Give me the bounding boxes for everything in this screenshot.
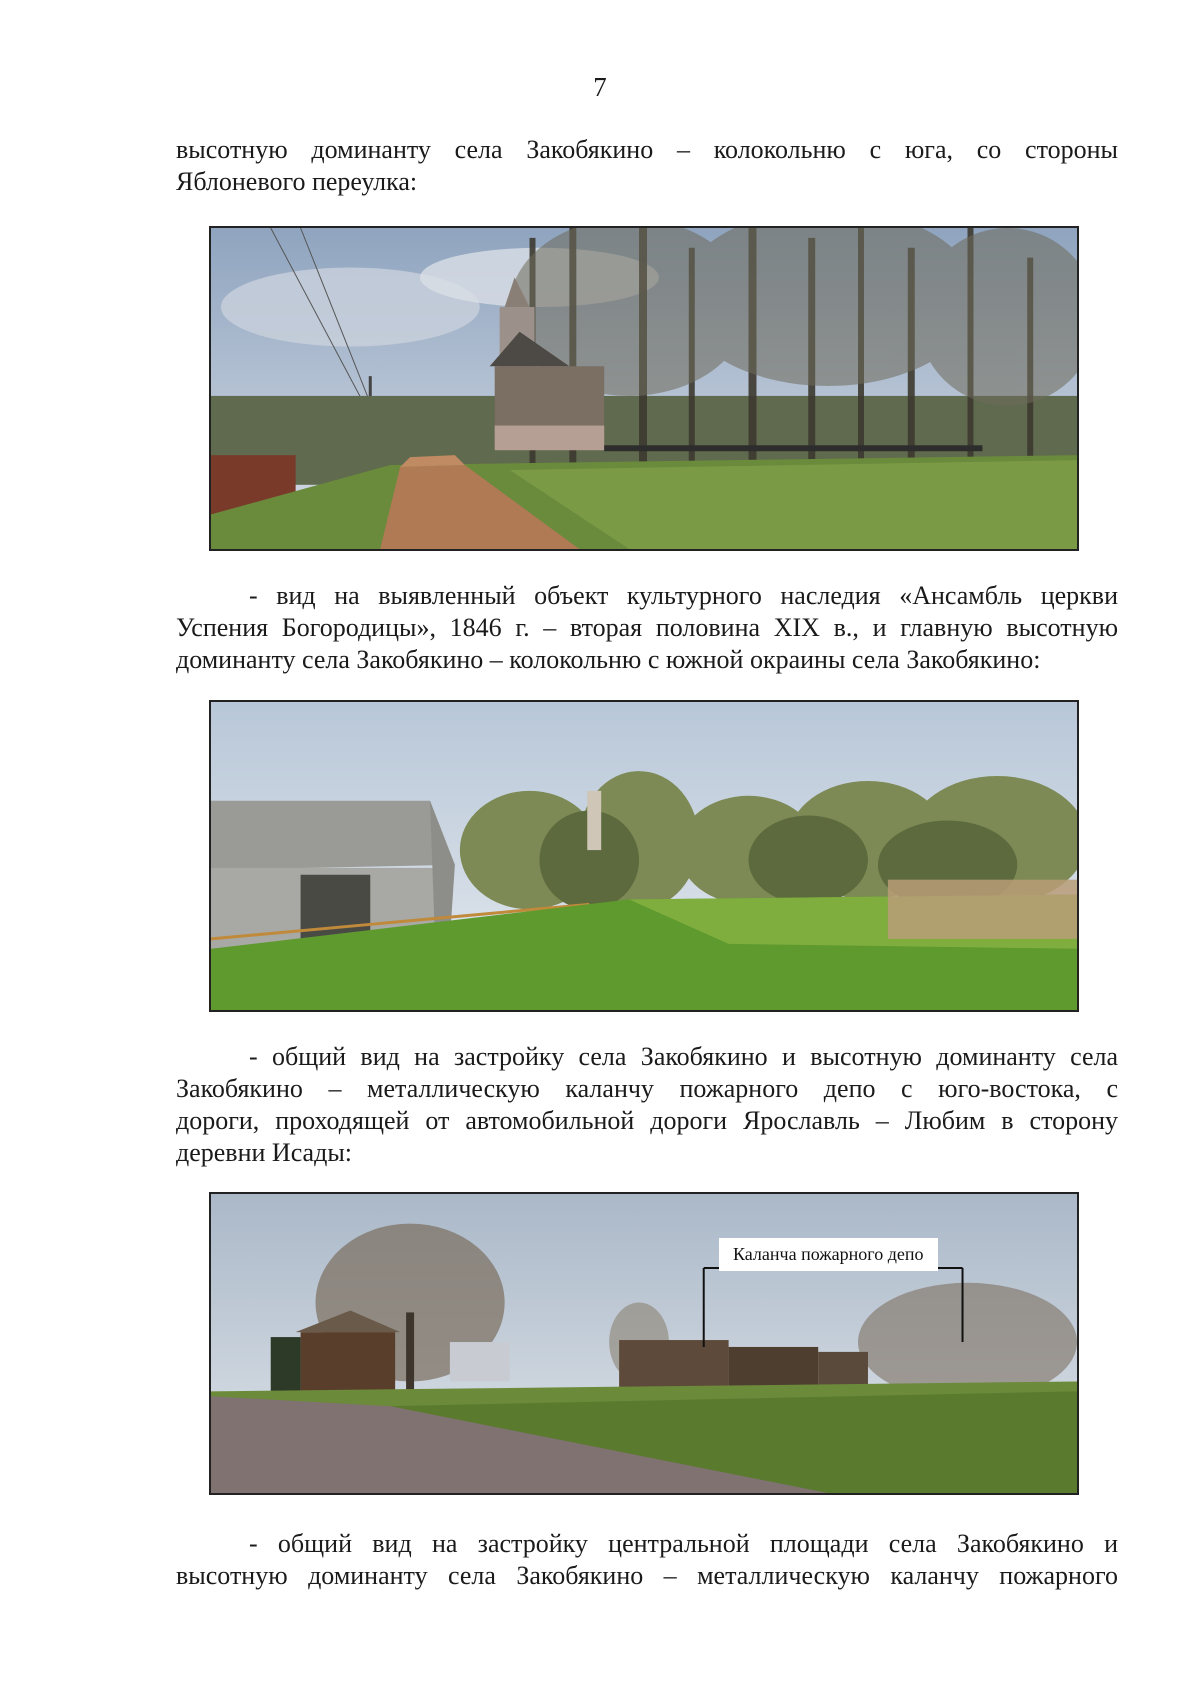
paragraph-1 (176, 134, 1118, 198)
photo-barn-field-image (211, 702, 1077, 1010)
photo-church-road-image (211, 228, 1077, 549)
paragraph-line: Успения Богородицы», 1846 г. – вторая половина XIX в., и главную высотную (176, 613, 1118, 642)
paragraph-2 (176, 580, 1118, 676)
paragraph-4 (176, 1528, 1118, 1592)
photo-barn-field (209, 700, 1079, 1012)
paragraph-line: Закобякино – металлическую каланчу пожарного депо с юго-востока, с (176, 1074, 1118, 1103)
paragraph-line: - общий вид на застройку села Закобякино и высотную доминанту села (249, 1042, 1118, 1071)
photo-village-road (209, 1192, 1079, 1495)
photo-village-road-image (211, 1194, 1077, 1493)
paragraph-line: - вид на выявленный объект культурного наследия «Ансамбль церкви (249, 581, 1118, 610)
paragraph-line: Яблоневого переулка: (176, 167, 418, 196)
fire-tower-callout: Каланча пожарного депо (719, 1238, 938, 1271)
photo-church-road (209, 226, 1079, 551)
paragraph-line: - общий вид на застройку центральной площади села Закобякино и (249, 1529, 1118, 1558)
paragraph-line: деревни Исады: (176, 1138, 353, 1167)
page-number: 7 (593, 72, 607, 102)
paragraph-line: высотную доминанту села Закобякино – металлическую каланчу пожарного (176, 1561, 1118, 1590)
paragraph-3 (176, 1041, 1118, 1169)
paragraph-line: доминанту села Закобякино – колокольню с южной окраины села Закобякино: (176, 645, 1041, 674)
paragraph-line: высотную доминанту села Закобякино – колокольню с юга, со стороны (176, 135, 1118, 164)
paragraph-line: дороги, проходящей от автомобильной дороги Ярославль – Любим в сторону (176, 1106, 1118, 1135)
